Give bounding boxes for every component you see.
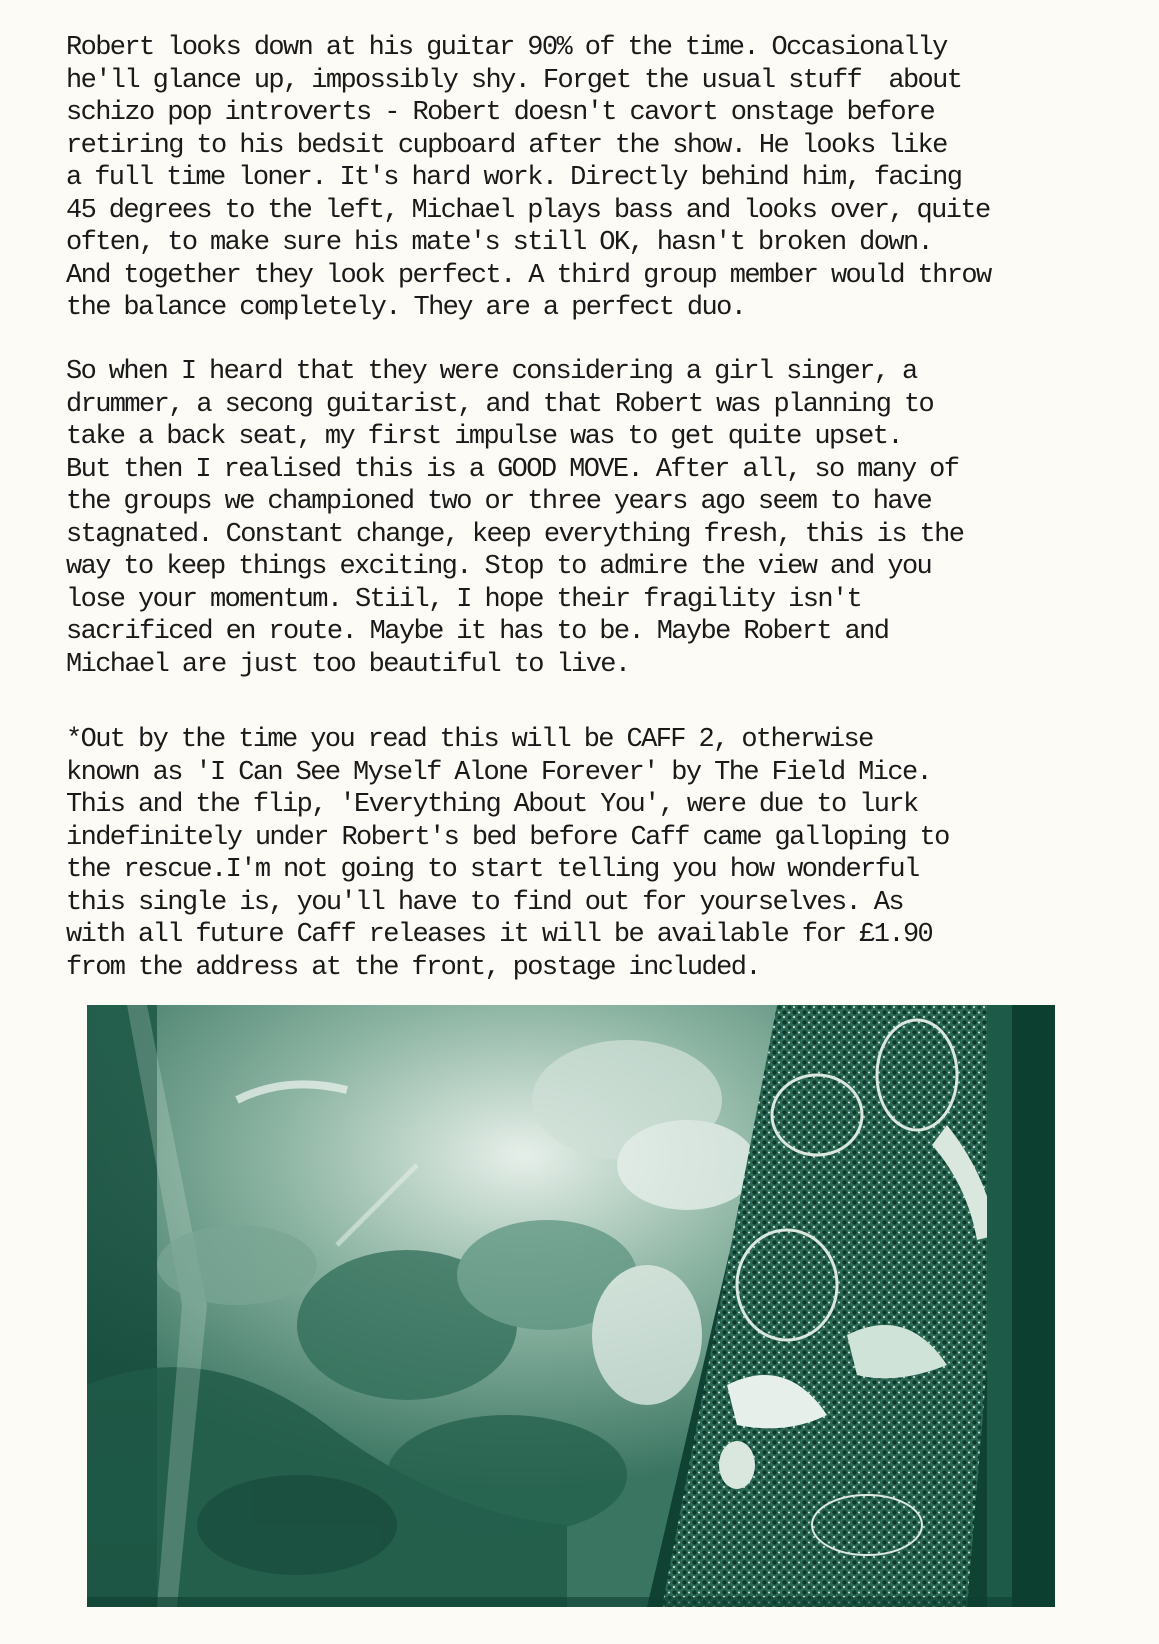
- text-line: *Out by the time you read this will be CAFF 2, otherwise: [66, 725, 873, 755]
- text-line: with all future Caff releases it will be available for £1.90: [66, 920, 933, 950]
- text-line: indefinitely under Robert's bed before Caff came galloping to: [66, 822, 949, 853]
- text-line: sacrificed en route. Maybe it has to be. Maybe Robert and: [66, 617, 889, 647]
- text-line: But then I realised this is a GOOD MOVE. After all, so many of: [66, 454, 959, 485]
- text-line: drummer, a secong guitarist, and that Robert was planning to: [66, 389, 934, 420]
- text-line: he'll glance up, impossibly shy. Forget the usual stuff about: [66, 65, 962, 96]
- text-line: This and the flip, 'Everything About You', were due to lurk: [66, 790, 918, 820]
- text-line: Michael are just too beautiful to live.: [66, 649, 630, 680]
- text-line: a full time loner. It's hard work. Directly behind him, facing: [66, 163, 962, 193]
- photo-collage-graphic: [87, 1005, 1055, 1607]
- text-line: And together they look perfect. A third group member would throw: [66, 260, 991, 291]
- duotone-photo-toy-birds: [87, 1005, 1055, 1607]
- text-line: often, to make sure his mate's still OK, hasn't broken down.: [66, 228, 933, 258]
- text-line: stagnated. Constant change, keep everything fresh, this is the: [66, 519, 964, 550]
- text-line: Robert looks down at his guitar 90% of the time. Occasionally: [66, 33, 947, 63]
- text-line: take a back seat, my first impulse was to get quite upset.: [66, 422, 902, 452]
- text-line: retiring to his bedsit cupboard after the show. He looks like: [66, 130, 947, 161]
- text-line: lose your momentum. Stiil, I hope their fragility isn't: [66, 584, 862, 615]
- text-line: So when I heard that they were considering a girl singer, a: [66, 357, 917, 387]
- text-line: schizo pop introverts - Robert doesn't cavort onstage before: [66, 98, 935, 128]
- paragraph-caff-2-release: [66, 724, 1146, 984]
- text-line: 45 degrees to the left, Michael plays bass and looks over, quite: [66, 195, 990, 226]
- text-line: the groups we championed two or three years ago seem to have: [66, 487, 932, 517]
- text-line: from the address at the front, postage included.: [66, 952, 760, 983]
- text-line: known as 'I Can See Myself Alone Forever' by The Field Mice.: [66, 757, 932, 788]
- text-line: this single is, you'll have to find out for yourselves. As: [66, 887, 903, 918]
- text-line: way to keep things exciting. Stop to admire the view and you: [66, 552, 932, 582]
- text-line: the balance completely. They are a perfect duo.: [66, 293, 746, 323]
- paragraph-robert-onstage: [66, 32, 1146, 325]
- paragraph-new-lineup: [66, 356, 1146, 681]
- text-line: the rescue.I'm not going to start telling you how wonderful: [66, 855, 919, 885]
